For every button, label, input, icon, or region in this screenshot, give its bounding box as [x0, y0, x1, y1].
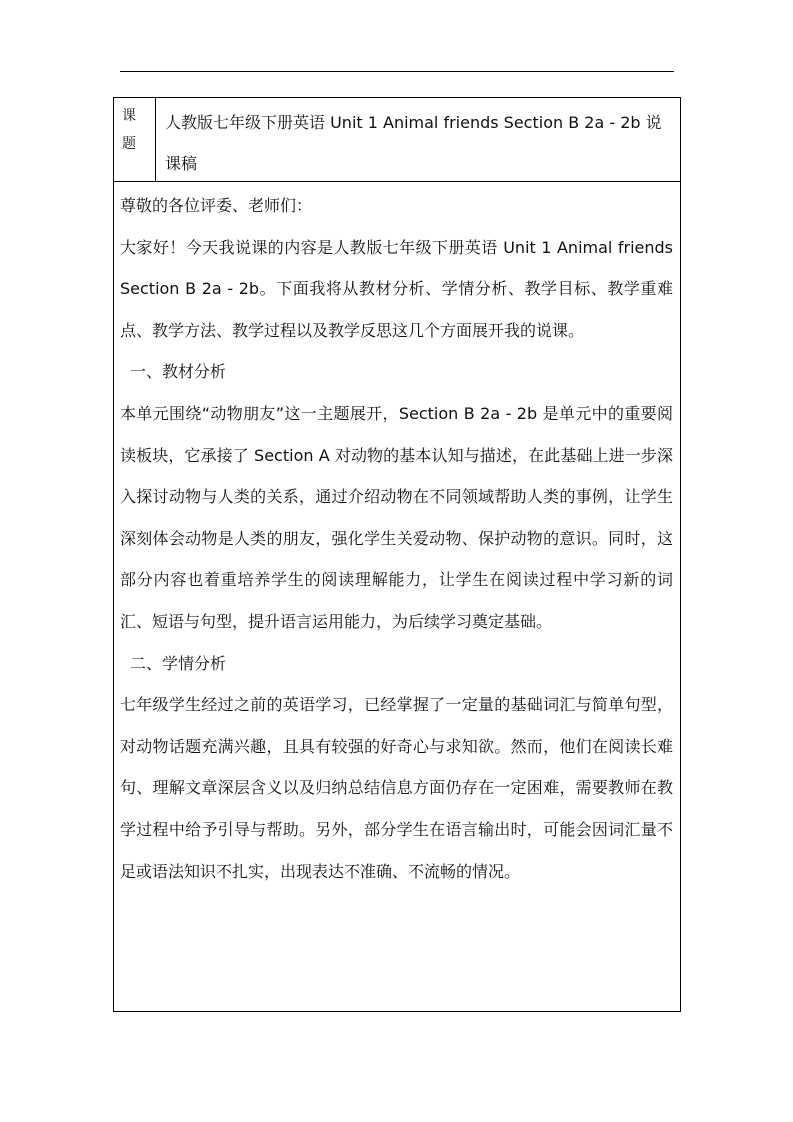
lesson-body — [114, 182, 680, 1011]
lesson-title: 人教版七年级下册英语 Unit 1 Animal friends Section B 2a - 2b 说课稿 — [165, 113, 662, 173]
materials-analysis-paragraph: 本单元围绕“动物朋友”这一主题展开，Section B 2a - 2b 是单元中的重要阅读板块，它承接了 Section A 对动物的基本认知与描述，在此基础上进一步深入探讨动物与人类的关系，通过介绍动物在不同领域帮助人类的事例，让学生深刻体会动物是人类的朋友，强化学生关爱动物、保护动物的意识。同时，这部分内容也着重培养学生的阅读理解能力，让学生在阅读过程中学习新的词汇、短语与句型，提升语言运用能力，为后续学习奠定基础。 — [120, 403, 673, 631]
title-label-char-1: 课 — [122, 108, 136, 124]
title-label-char-2: 题 — [122, 136, 136, 152]
title-label — [114, 98, 156, 181]
greeting: 尊敬的各位评委、老师们： — [120, 196, 313, 215]
lesson-table — [113, 97, 681, 1012]
header-rule — [120, 71, 674, 72]
title-row — [114, 98, 680, 182]
intro-paragraph: 大家好！今天我说课的内容是人教版七年级下册英语 Unit 1 Animal friends Section B 2a - 2b。下面我将从教材分析、学情分析、教学目标、教学重难点、教学方法、教学过程以及教学反思这几个方面展开我的说课。 — [120, 237, 673, 340]
section-heading-materials: 一、教材分析 — [130, 362, 227, 382]
student-analysis-paragraph: 七年级学生经过之前的英语学习，已经掌握了一定量的基础词汇与简单句型，对动物话题充满兴趣，且具有较强的好奇心与求知欲。然而，他们在阅读长难句、理解文章深层含义以及归纳总结信息方面仍存在一定困难，需要教师在教学过程中给予引导与帮助。另外，部分学生在语言输出时，可能会因词汇量不足或语法知识不扎实，出现表达不准确、不流畅的情况。 — [120, 695, 673, 881]
section-heading-students: 二、学情分析 — [130, 653, 227, 673]
